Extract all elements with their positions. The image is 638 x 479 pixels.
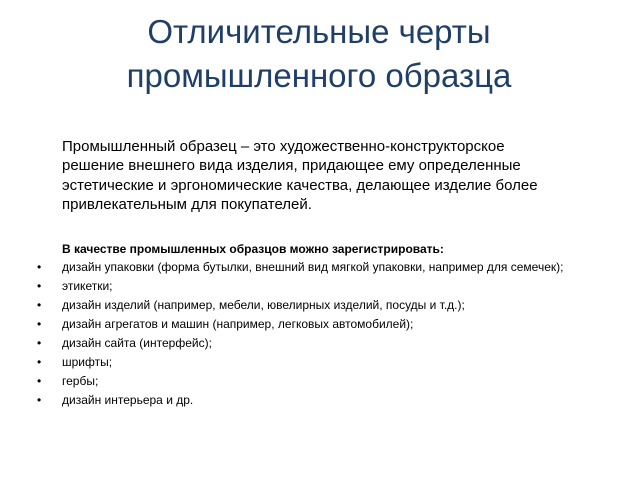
list-item <box>0 335 582 351</box>
definition-paragraph <box>62 137 602 214</box>
definition-line: эстетические и эргономические качества, делающее изделие более <box>62 176 538 194</box>
list-item <box>0 392 582 408</box>
list-item-text: дизайн интерьера и др. <box>62 393 194 407</box>
list-item <box>0 316 582 332</box>
list-item-text: дизайн агрегатов и машин (например, легковых автомобилей); <box>62 317 414 331</box>
bullet-icon: • <box>37 279 42 293</box>
list-item-text: дизайн изделий (например, мебели, ювелирных изделий, посуды и т.д.); <box>62 298 465 312</box>
list-item-text: шрифты; <box>62 355 113 369</box>
list-heading: В качестве промышленных образцов можно зарегистрировать: <box>62 242 444 256</box>
list-item <box>0 259 582 275</box>
list-item <box>0 354 582 370</box>
list-item-text: дизайн сайта (интерфейс); <box>62 336 212 350</box>
title-line: Отличительные черты <box>147 13 491 50</box>
list-item-text: гербы; <box>62 374 99 388</box>
bullet-icon: • <box>37 355 42 369</box>
list-item <box>0 373 582 389</box>
definition-line: решение внешнего вида изделия, придающее ему определенные <box>62 157 521 175</box>
list-item <box>0 278 582 294</box>
bullet-icon: • <box>37 374 42 388</box>
bullet-icon: • <box>37 336 42 350</box>
title-line: промышленного образца <box>126 57 512 94</box>
list-item-text: этикетки; <box>62 279 113 293</box>
definition-line: Промышленный образец – это художественно-конструкторское <box>62 138 505 155</box>
bullet-icon: • <box>37 393 42 407</box>
list-item <box>0 297 582 313</box>
definition-line: привлекательным для покупателей. <box>62 195 312 213</box>
registrable-items-list <box>0 259 638 411</box>
list-item-text: дизайн упаковки (форма бутылки, внешний вид мягкой упаковки, например для семечек); <box>62 260 564 274</box>
bullet-icon: • <box>37 298 42 312</box>
bullet-icon: • <box>37 317 42 331</box>
slide-title <box>40 10 598 98</box>
bullet-icon: • <box>37 260 42 274</box>
